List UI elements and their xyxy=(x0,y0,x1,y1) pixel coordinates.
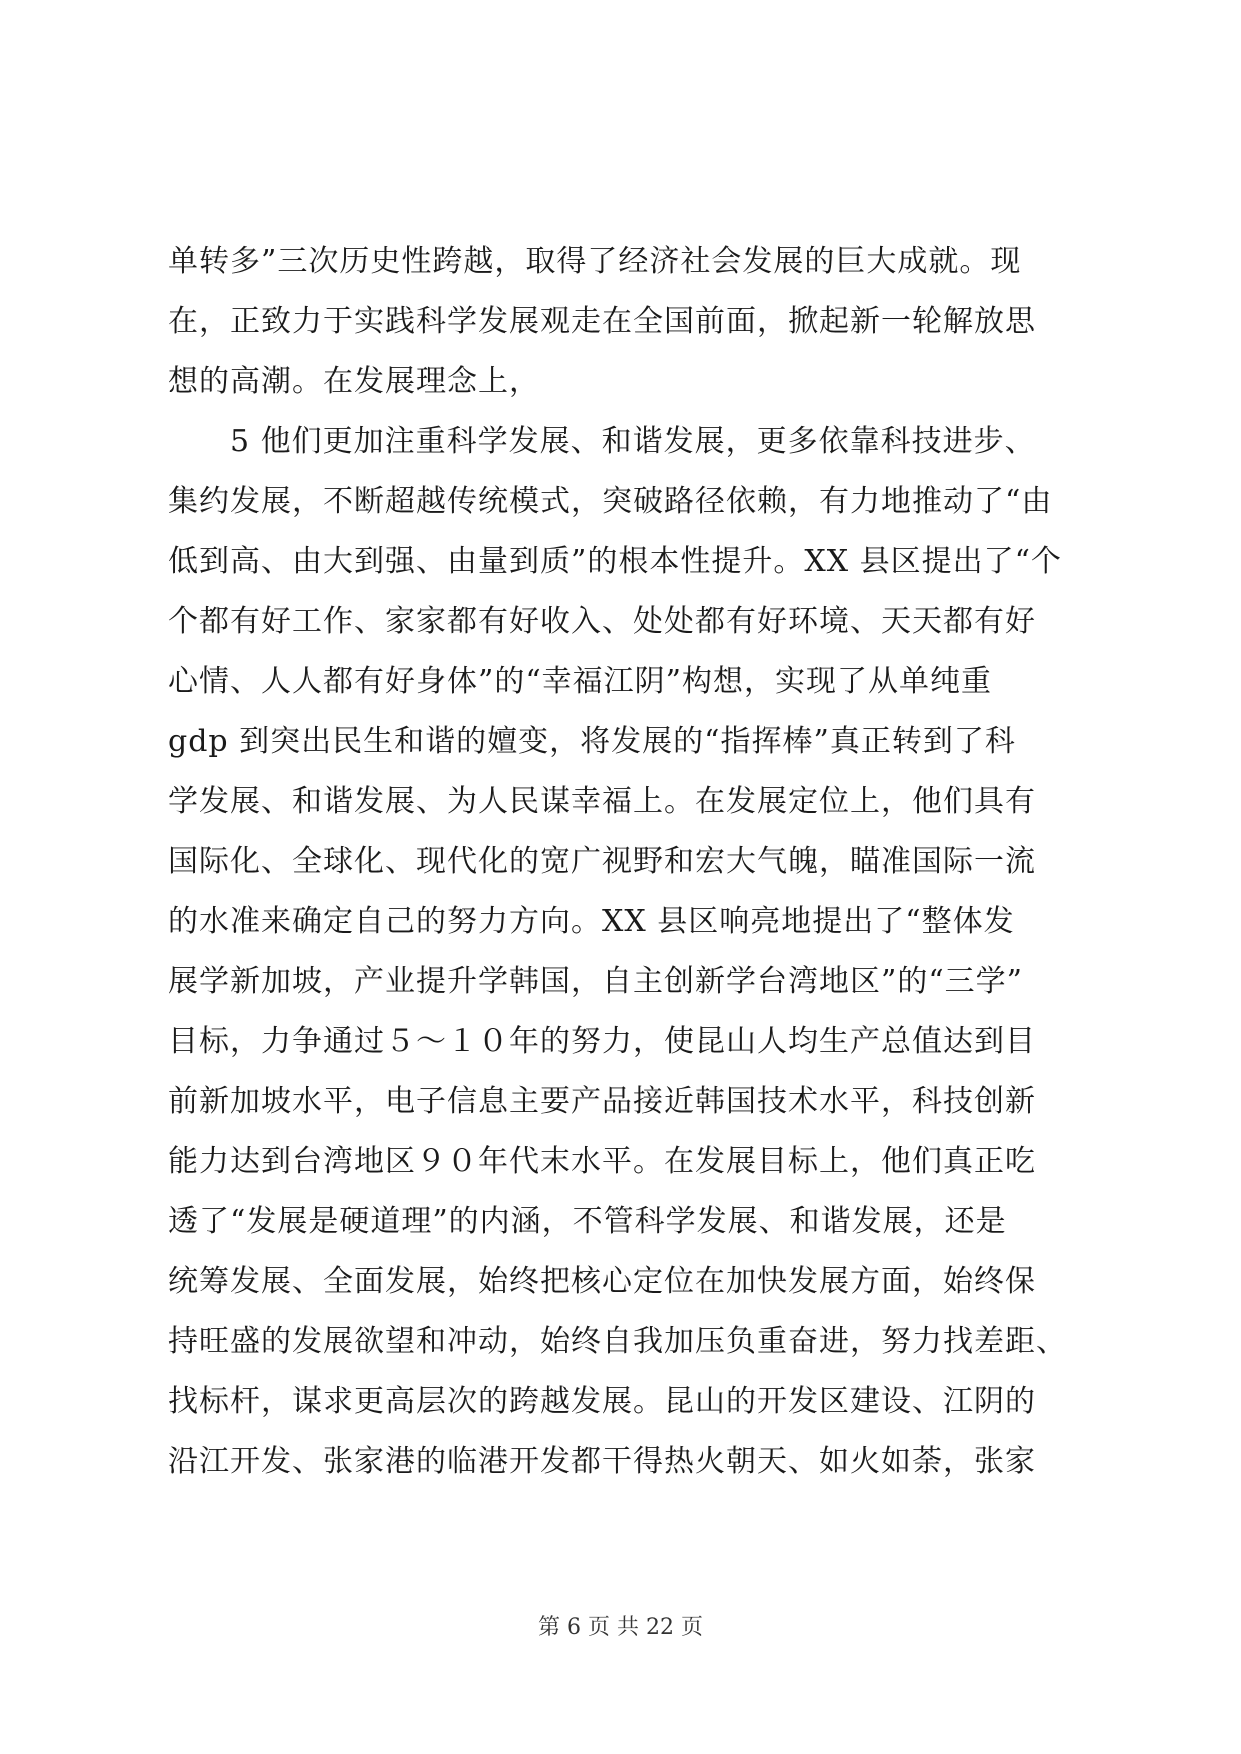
text-line: 5 他们更加注重科学发展、和谐发展，更多依靠科技进步、 xyxy=(168,424,1036,459)
text-line: 统筹发展、全面发展，始终把核心定位在加快发展方面，始终保 xyxy=(168,1264,1036,1299)
text-line: 找标杆，谋求更高层次的跨越发展。昆山的开发区建设、江阴的 xyxy=(168,1384,1036,1419)
page-footer xyxy=(0,1610,1241,1641)
body-text xyxy=(168,232,1078,1492)
text-line: 低到高、由大到强、由量到质”的根本性提升。XX 县区提出了“个 xyxy=(168,544,1062,579)
text-line: 前新加坡水平，电子信息主要产品接近韩国技术水平，科技创新 xyxy=(168,1084,1036,1119)
text-line: 能力达到台湾地区９０年代末水平。在发展目标上，他们真正吃 xyxy=(168,1144,1036,1179)
text-line: 心情、人人都有好身体”的“幸福江阴”构想，实现了从单纯重 xyxy=(168,664,993,699)
text-line: 学发展、和谐发展、为人民谋幸福上。在发展定位上，他们具有 xyxy=(168,784,1036,819)
text-line: 在，正致力于实践科学发展观走在全国前面，掀起新一轮解放思 xyxy=(168,304,1036,339)
text-line: 想的高潮。在发展理念上， xyxy=(168,364,540,399)
text-line: 个都有好工作、家家都有好收入、处处都有好环境、天天都有好 xyxy=(168,604,1036,639)
page-number: 第 6 页 共 22 页 xyxy=(538,1615,703,1640)
text-line: 单转多”三次历史性跨越，取得了经济社会发展的巨大成就。现 xyxy=(168,244,1022,279)
text-line: 国际化、全球化、现代化的宽广视野和宏大气魄，瞄准国际一流 xyxy=(168,844,1036,879)
text-line: gdp 到突出民生和谐的嬗变，将发展的“指挥棒”真正转到了科 xyxy=(168,724,1016,759)
text-line: 持旺盛的发展欲望和冲动，始终自我加压负重奋进，努力找差距、 xyxy=(168,1324,1067,1359)
text-line: 的水准来确定自己的努力方向。XX 县区响亮地提出了“整体发 xyxy=(168,904,1015,939)
text-line: 展学新加坡，产业提升学韩国，自主创新学台湾地区”的“三学” xyxy=(168,964,1024,999)
text-line: 集约发展，不断超越传统模式，突破路径依赖，有力地推动了“由 xyxy=(168,484,1053,519)
text-line: 目标，力争通过５～１０年的努力，使昆山人均生产总值达到目 xyxy=(168,1024,1036,1059)
text-line: 透了“发展是硬道理”的内涵，不管科学发展、和谐发展，还是 xyxy=(168,1204,1007,1239)
text-line: 沿江开发、张家港的临港开发都干得热火朝天、如火如荼，张家 xyxy=(168,1444,1036,1479)
